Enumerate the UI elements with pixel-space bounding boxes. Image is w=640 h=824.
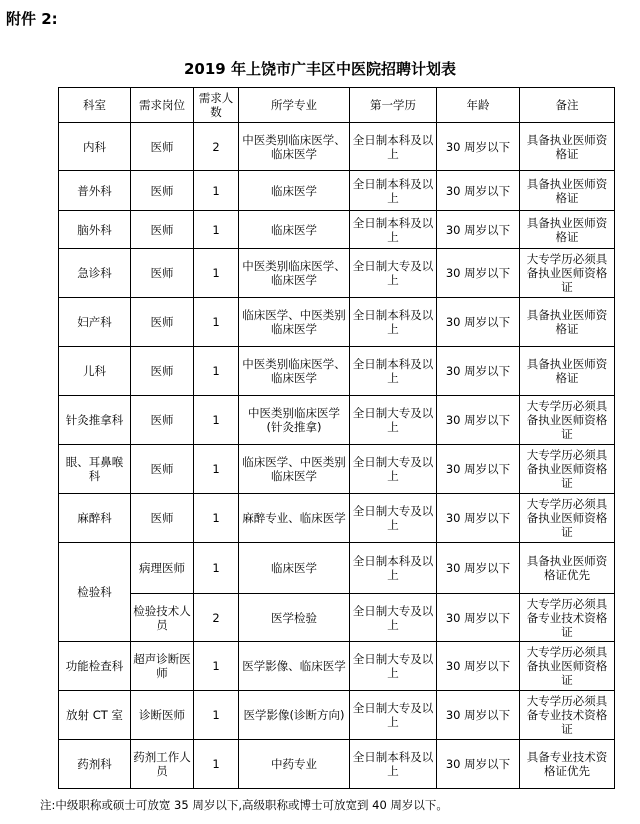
cell-major: 医学影像(诊断方向) (239, 691, 350, 740)
cell-post: 诊断医师 (131, 691, 194, 740)
cell-age: 30 周岁以下 (437, 123, 520, 171)
cell-remark: 大专学历必须具备专业技术资格证 (520, 594, 615, 642)
cell-major: 中医类别临床医学、临床医学 (239, 123, 350, 171)
table-row (59, 543, 615, 594)
cell-dept: 妇产科 (59, 298, 131, 347)
cell-remark: 具备执业医师资格证 (520, 171, 615, 211)
cell-education: 全日制本科及以上 (350, 123, 437, 171)
cell-remark: 大专学历必须具备专业技术资格证 (520, 691, 615, 740)
table-row (59, 123, 615, 171)
cell-education: 全日制本科及以上 (350, 298, 437, 347)
cell-post: 药剂工作人员 (131, 740, 194, 789)
table-row (59, 211, 615, 249)
cell-age: 30 周岁以下 (437, 347, 520, 396)
cell-count: 1 (194, 543, 239, 594)
cell-education: 全日制本科及以上 (350, 543, 437, 594)
cell-count: 2 (194, 594, 239, 642)
cell-education: 全日制大专及以上 (350, 249, 437, 298)
cell-dept: 放射 CT 室 (59, 691, 131, 740)
cell-dept: 内科 (59, 123, 131, 171)
table-row (59, 642, 615, 691)
cell-dept: 儿科 (59, 347, 131, 396)
cell-count: 2 (194, 123, 239, 171)
cell-education: 全日制大专及以上 (350, 594, 437, 642)
table-row (59, 691, 615, 740)
cell-count: 1 (194, 642, 239, 691)
cell-post: 医师 (131, 494, 194, 543)
cell-dept: 药剂科 (59, 740, 131, 789)
cell-education: 全日制大专及以上 (350, 396, 437, 445)
cell-count: 1 (194, 494, 239, 543)
cell-post: 医师 (131, 298, 194, 347)
cell-major: 中医类别临床医学、临床医学 (239, 249, 350, 298)
cell-remark: 具备执业医师资格证 (520, 211, 615, 249)
cell-post: 医师 (131, 347, 194, 396)
cell-education: 全日制本科及以上 (350, 740, 437, 789)
header-age: 年龄 (437, 88, 520, 123)
cell-post: 超声诊断医师 (131, 642, 194, 691)
cell-age: 30 周岁以下 (437, 594, 520, 642)
cell-count: 1 (194, 347, 239, 396)
cell-post: 医师 (131, 249, 194, 298)
cell-age: 30 周岁以下 (437, 494, 520, 543)
cell-age: 30 周岁以下 (437, 445, 520, 494)
cell-count: 1 (194, 396, 239, 445)
table-row (59, 594, 615, 642)
cell-remark: 大专学历必须具备执业医师资格证 (520, 642, 615, 691)
cell-major: 中药专业 (239, 740, 350, 789)
cell-remark: 大专学历必须具备执业医师资格证 (520, 396, 615, 445)
cell-education: 全日制本科及以上 (350, 347, 437, 396)
cell-post: 医师 (131, 171, 194, 211)
cell-education: 全日制大专及以上 (350, 691, 437, 740)
attachment-label: 附件 2: (6, 10, 58, 28)
cell-age: 30 周岁以下 (437, 740, 520, 789)
cell-major: 临床医学 (239, 211, 350, 249)
cell-post: 医师 (131, 445, 194, 494)
cell-age: 30 周岁以下 (437, 298, 520, 347)
header-row (59, 88, 615, 123)
cell-major: 临床医学、中医类别临床医学 (239, 298, 350, 347)
table-row (59, 298, 615, 347)
header-post: 需求岗位 (131, 88, 194, 123)
cell-education: 全日制本科及以上 (350, 211, 437, 249)
cell-major: 临床医学、中医类别临床医学 (239, 445, 350, 494)
cell-dept: 功能检查科 (59, 642, 131, 691)
cell-major: 医学影像、临床医学 (239, 642, 350, 691)
cell-remark: 具备执业医师资格证 (520, 347, 615, 396)
cell-count: 1 (194, 298, 239, 347)
cell-post: 检验技术人员 (131, 594, 194, 642)
cell-major: 中医类别临床医学(针灸推拿) (239, 396, 350, 445)
cell-major: 临床医学 (239, 543, 350, 594)
cell-education: 全日制大专及以上 (350, 494, 437, 543)
cell-post: 医师 (131, 211, 194, 249)
table-row (59, 445, 615, 494)
cell-dept: 针灸推拿科 (59, 396, 131, 445)
cell-age: 30 周岁以下 (437, 171, 520, 211)
cell-education: 全日制大专及以上 (350, 445, 437, 494)
table-row (59, 347, 615, 396)
cell-count: 1 (194, 445, 239, 494)
cell-dept: 急诊科 (59, 249, 131, 298)
cell-dept: 眼、耳鼻喉科 (59, 445, 131, 494)
cell-major: 医学检验 (239, 594, 350, 642)
table-row (59, 740, 615, 789)
cell-dept: 麻醉科 (59, 494, 131, 543)
cell-count: 1 (194, 211, 239, 249)
cell-count: 1 (194, 171, 239, 211)
cell-dept: 检验科 (59, 543, 131, 642)
header-dept: 科室 (59, 88, 131, 123)
header-education: 第一学历 (350, 88, 437, 123)
table-row (59, 171, 615, 211)
cell-major: 中医类别临床医学、临床医学 (239, 347, 350, 396)
table-title: 2019 年上饶市广丰区中医院招聘计划表 (184, 60, 456, 78)
cell-count: 1 (194, 740, 239, 789)
cell-age: 30 周岁以下 (437, 396, 520, 445)
recruitment-plan-table (58, 87, 615, 789)
cell-age: 30 周岁以下 (437, 211, 520, 249)
table-row (59, 249, 615, 298)
cell-post: 医师 (131, 396, 194, 445)
cell-age: 30 周岁以下 (437, 249, 520, 298)
cell-remark: 具备执业医师资格证优先 (520, 543, 615, 594)
cell-count: 1 (194, 249, 239, 298)
header-remark: 备注 (520, 88, 615, 123)
cell-remark: 大专学历必须具备执业医师资格证 (520, 445, 615, 494)
cell-major: 麻醉专业、临床医学 (239, 494, 350, 543)
header-major: 所学专业 (239, 88, 350, 123)
cell-major: 临床医学 (239, 171, 350, 211)
cell-remark: 具备执业医师资格证 (520, 123, 615, 171)
footnote: 注:中级职称或硕士可放宽 35 周岁以下,高级职称或博士可放宽到 40 周岁以下。 (40, 798, 448, 812)
cell-age: 30 周岁以下 (437, 642, 520, 691)
cell-post: 病理医师 (131, 543, 194, 594)
cell-remark: 具备专业技术资格证优先 (520, 740, 615, 789)
cell-remark: 具备执业医师资格证 (520, 298, 615, 347)
table-row (59, 396, 615, 445)
table-row (59, 494, 615, 543)
cell-dept: 普外科 (59, 171, 131, 211)
cell-remark: 大专学历必须具备执业医师资格证 (520, 249, 615, 298)
cell-count: 1 (194, 691, 239, 740)
cell-age: 30 周岁以下 (437, 543, 520, 594)
cell-education: 全日制大专及以上 (350, 642, 437, 691)
cell-education: 全日制本科及以上 (350, 171, 437, 211)
cell-dept: 脑外科 (59, 211, 131, 249)
cell-remark: 大专学历必须具备执业医师资格证 (520, 494, 615, 543)
cell-age: 30 周岁以下 (437, 691, 520, 740)
cell-post: 医师 (131, 123, 194, 171)
header-count: 需求人数 (194, 88, 239, 123)
